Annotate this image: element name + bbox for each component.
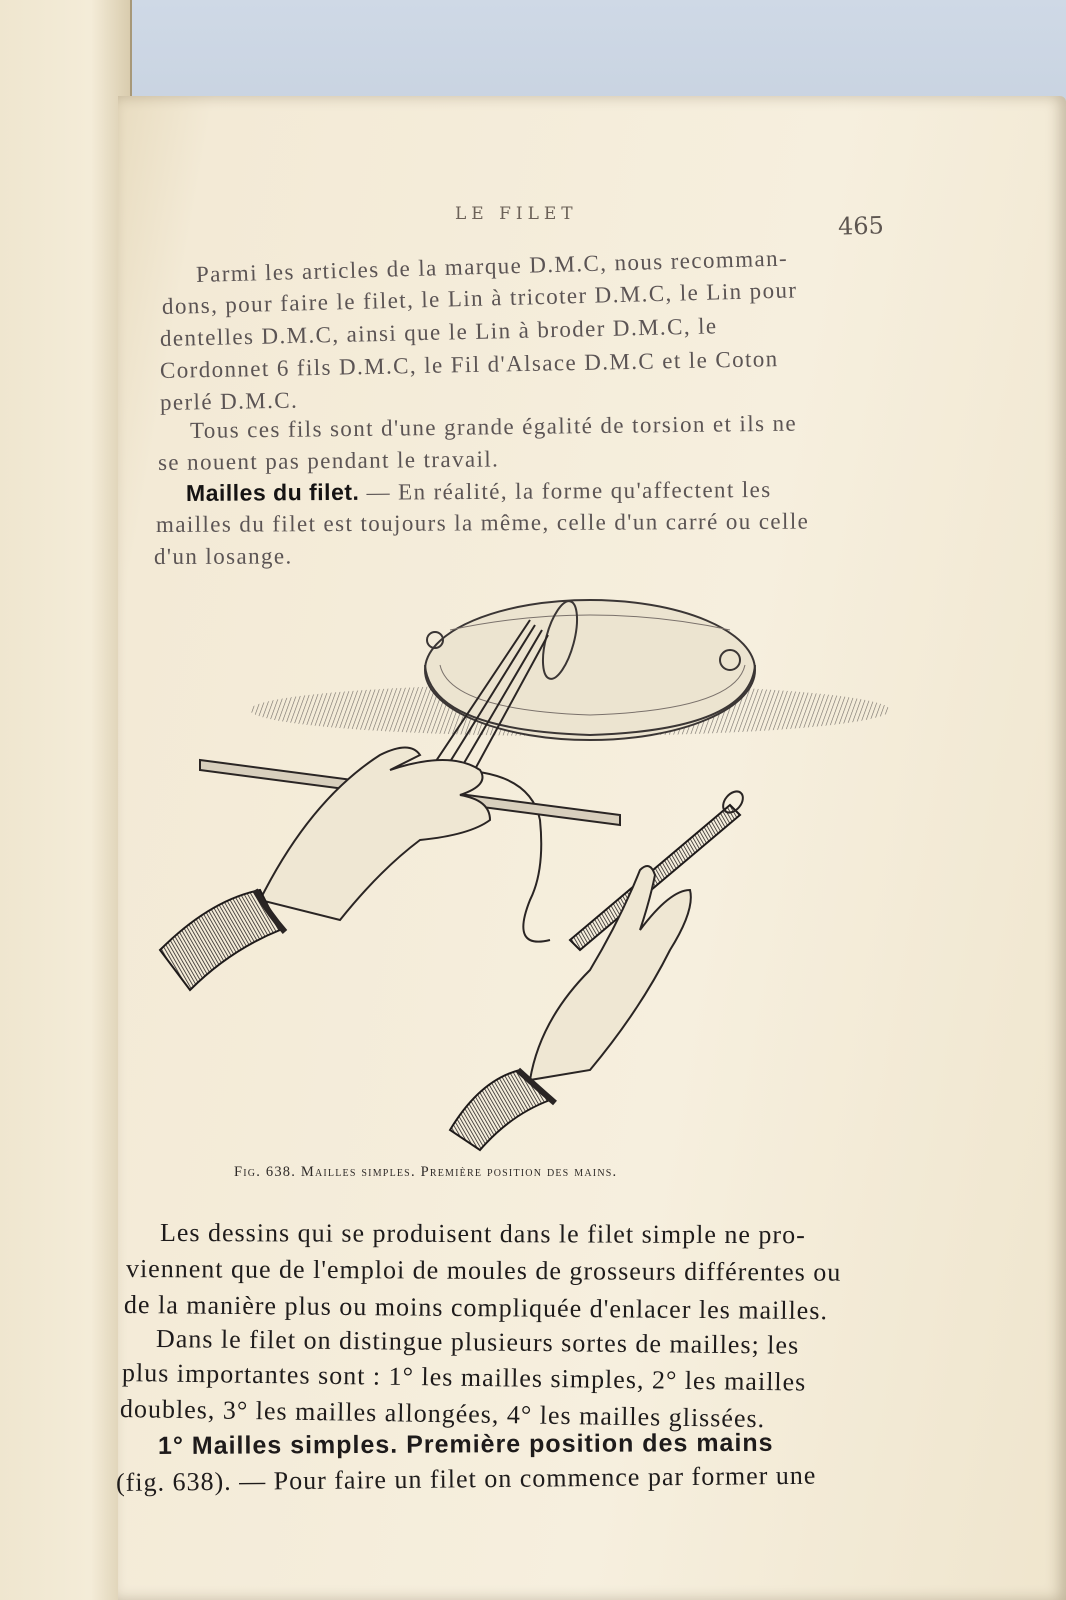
engraving-illustration <box>150 570 910 1160</box>
text-line: Les dessins qui se produisent dans le filet simple ne pro- <box>159 1218 806 1250</box>
text-line: Parmi les articles de la marque D.M.C, nous recomman- <box>195 245 789 287</box>
running-head: LE FILET <box>455 204 578 224</box>
text-line: d'un losange. <box>153 543 293 569</box>
text-line: Tous ces fils sont d'une grande égalité de torsion et ils ne <box>189 410 798 443</box>
text-line: Dans le filet on distingue plusieurs sortes de mailles; les <box>155 1324 800 1360</box>
left-page-edge <box>0 0 132 1600</box>
text-line: plus importantes sont : 1° les mailles simples, 2° les mailles <box>121 1358 807 1397</box>
figure-caption: Fig. 638. Mailles simples. Première position des mains. <box>234 1164 618 1180</box>
text-span: — En réalité, la forme qu'affectent les <box>359 476 772 505</box>
text-line: mailles du filet est toujours la même, celle d'un carré ou celle <box>155 508 810 537</box>
text-line: viennent que de l'emploi de moules de grosseurs différentes ou <box>125 1254 842 1287</box>
text-line: perlé D.M.C. <box>159 387 299 415</box>
right-hand <box>450 866 691 1150</box>
text-line: dons, pour faire le filet, le Lin à tricoter D.M.C, le Lin pour <box>161 277 798 319</box>
text-line: (fig. 638). — Pour faire un filet on commence par former une <box>115 1460 817 1497</box>
cushion <box>425 598 755 740</box>
section-heading: 1° Mailles simples. Première position des mains <box>157 1428 774 1460</box>
text-line: doubles, 3° les mailles allongées, 4° les mailles glissées. <box>119 1394 766 1434</box>
mailles-heading: Mailles du filet. <box>185 478 360 506</box>
text-line: Cordonnet 6 fils D.M.C, le Fil d'Alsace D.M.C et le Coton <box>159 346 779 383</box>
mailles-paragraph-first-line <box>186 476 772 507</box>
page-number: 465 <box>837 211 885 241</box>
text-line: de la manière plus ou moins compliquée d'enlacer les mailles. <box>123 1290 829 1326</box>
text-line: dentelles D.M.C, ainsi que le Lin à broder D.M.C, le <box>159 313 718 351</box>
text-line: se nouent pas pendant le travail. <box>157 446 500 475</box>
